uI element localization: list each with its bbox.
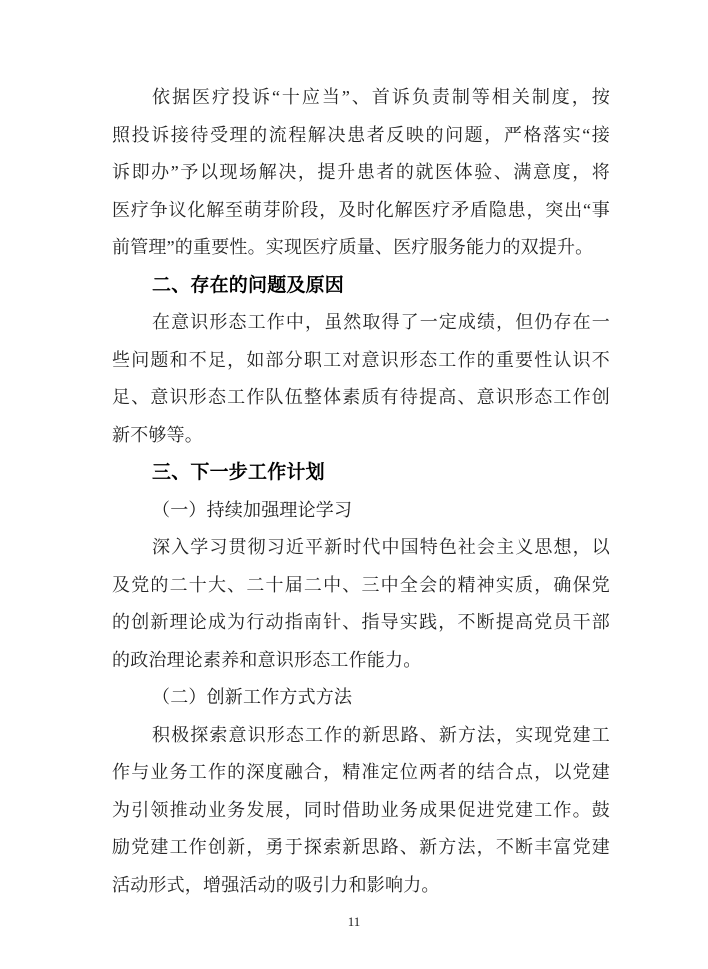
subsection-heading: （二）创新工作方式方法	[152, 687, 353, 707]
paragraph	[112, 529, 610, 679]
text-line: 励党建工作创新，勇于探索新思路、新方法，不断丰富党建	[112, 837, 610, 857]
text-line: 足、意识形态工作队伍整体素质有待提高、意识形态工作创	[112, 387, 610, 407]
section-heading: 三、下一步工作计划	[152, 462, 325, 483]
paragraph	[112, 304, 610, 454]
text-line: 的政治理论素养和意识形态工作能力。	[112, 649, 422, 670]
text-line: 的创新理论成为行动指南针、指导实践，不断提高党员干部	[112, 612, 610, 632]
text-line: 依据医疗投诉“十应当”、首诉负责制等相关制度，按	[152, 87, 610, 107]
text-line: 在意识形态工作中，虽然取得了一定成绩，但仍存在一	[152, 312, 610, 332]
text-line: 些问题和不足，如部分职工对意识形态工作的重要性认识不	[112, 349, 610, 370]
text-line: 诉即办”予以现场解决，提升患者的就医体验、满意度，将	[112, 162, 610, 182]
text-line: 照投诉接待受理的流程解决患者反映的问题，严格落实“接	[112, 124, 610, 145]
text-line: 为引领推动业务发展，同时借助业务成果促进党建工作。鼓	[112, 799, 610, 820]
page-number: 11	[347, 914, 361, 929]
text-line: 新不够等。	[112, 424, 203, 445]
document-content	[112, 79, 610, 904]
section-heading: 二、存在的问题及原因	[152, 274, 345, 296]
text-line: 前管理”的重要性。实现医疗质量、医疗服务能力的双提升。	[112, 237, 594, 257]
text-line: 及党的二十大、二十届二中、三中全会的精神实质，确保党	[112, 574, 610, 595]
text-line: 作与业务工作的深度融合，精准定位两者的结合点，以党建	[112, 762, 610, 782]
subsection-heading: （一）持续加强理论学习	[152, 499, 353, 520]
text-line: 积极探索意识形态工作的新思路、新方法，实现党建工	[152, 724, 610, 745]
text-line: 医疗争议化解至萌芽阶段，及时化解医疗矛盾隐患，突出“事	[112, 199, 610, 220]
text-line: 活动形式，增强活动的吸引力和影响力。	[112, 874, 440, 895]
paragraph	[112, 717, 610, 905]
paragraph	[112, 79, 610, 267]
text-line: 深入学习贯彻习近平新时代中国特色社会主义思想，以	[152, 537, 610, 557]
